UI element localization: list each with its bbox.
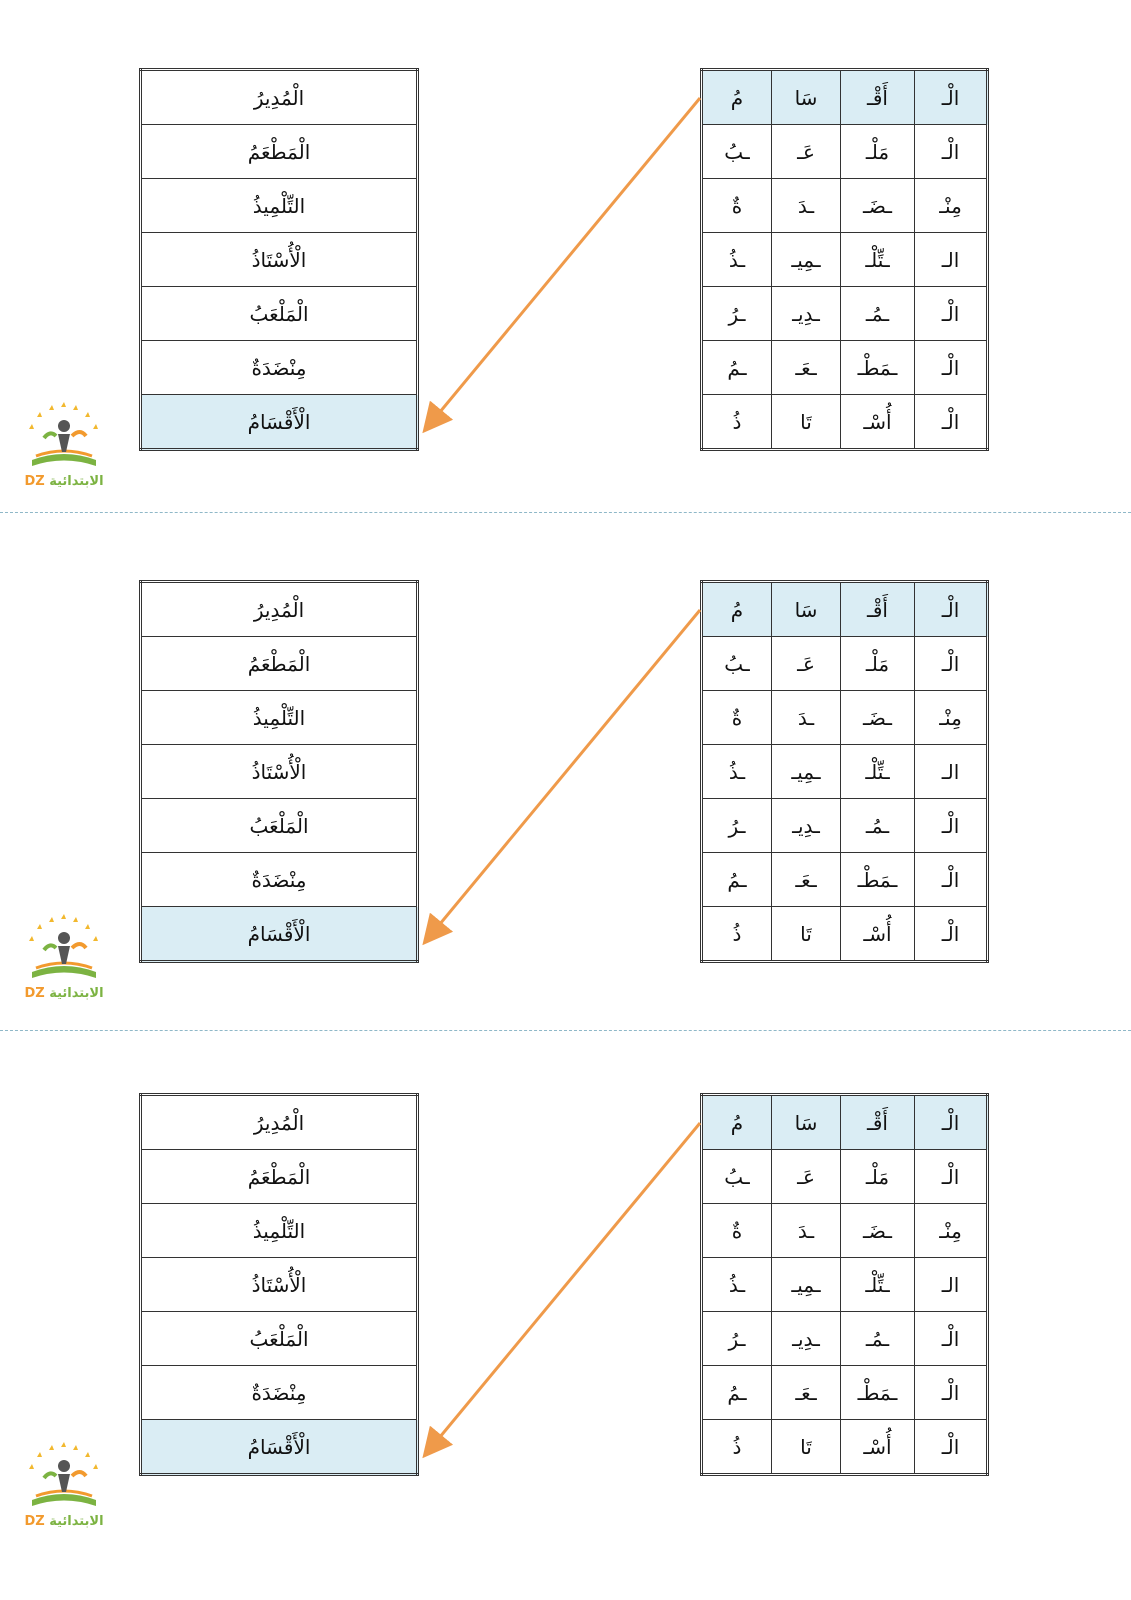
syllable-cell[interactable]: الْـ [915,853,988,907]
syllable-cell[interactable]: ـمُ [702,853,772,907]
school-logo [14,912,114,1008]
syllable-cell[interactable]: الْـ [915,1312,988,1366]
syllable-cell[interactable]: ـمِيـ [772,233,841,287]
syllable-cell[interactable]: ـتِّلْـ [841,745,915,799]
syllable-cell[interactable]: الْـ [915,395,988,450]
syllable-cell[interactable]: ذُ [702,907,772,962]
syllable-cell[interactable]: ـدِيـ [772,1312,841,1366]
syllable-cell[interactable]: عَـ [772,637,841,691]
syllable-cell[interactable]: سَا [772,582,841,637]
exercise-section-2 [0,512,1131,1032]
syllables-grid [700,580,989,963]
syllable-cell[interactable]: أَقْـ [841,70,915,125]
syllable-cell[interactable]: الْـ [915,637,988,691]
word-cell-highlighted[interactable]: الْأَقْسَامُ [141,395,418,450]
syllable-cell[interactable]: أَقْـ [841,1095,915,1150]
word-cell[interactable]: الْمُدِيرُ [141,1095,418,1150]
syllables-grid [700,68,989,451]
word-cell[interactable]: الْمُدِيرُ [141,582,418,637]
syllable-cell[interactable]: مِنْـ [915,179,988,233]
syllable-cell[interactable]: تَا [772,1420,841,1475]
syllable-cell[interactable]: ـمُـ [841,1312,915,1366]
syllable-cell[interactable]: الْـ [915,1095,988,1150]
syllable-cell[interactable]: ـتِّلْـ [841,233,915,287]
word-cell[interactable]: الْمُدِيرُ [141,70,418,125]
syllable-cell[interactable]: ـمُ [702,1366,772,1420]
syllable-cell[interactable]: ـمُـ [841,799,915,853]
syllable-cell[interactable]: الـ [915,745,988,799]
syllable-cell[interactable]: ـدِيـ [772,799,841,853]
syllable-cell[interactable]: ـضَـ [841,179,915,233]
words-table [139,580,419,963]
syllable-cell[interactable]: ذُ [702,395,772,450]
word-cell[interactable]: الْمَطْعَمُ [141,125,418,179]
school-logo-icon [14,400,114,474]
word-cell[interactable]: الْمَطْعَمُ [141,1150,418,1204]
words-table [139,68,419,451]
logo-prefix: DZ [24,474,45,489]
syllable-cell[interactable]: ـعَـ [772,341,841,395]
syllable-cell[interactable]: الْـ [915,1366,988,1420]
syllable-cell[interactable]: ـعَـ [772,853,841,907]
syllable-cell[interactable]: مِنْـ [915,691,988,745]
syllable-cell[interactable]: ـمَطْـ [841,1366,915,1420]
logo-text [14,1514,114,1529]
word-cell[interactable]: الْمَلْعَبُ [141,799,418,853]
syllable-cell[interactable]: الْـ [915,341,988,395]
syllable-cell[interactable]: مُ [702,582,772,637]
word-cell[interactable]: الْمَلْعَبُ [141,1312,418,1366]
syllable-cell[interactable]: تَا [772,907,841,962]
syllable-cell[interactable]: ـضَـ [841,691,915,745]
syllable-cell[interactable]: الْـ [915,1150,988,1204]
syllable-cell[interactable]: مُ [702,70,772,125]
syllable-cell[interactable]: عَـ [772,125,841,179]
syllable-cell[interactable]: الْـ [915,907,988,962]
syllable-cell[interactable]: سَا [772,70,841,125]
syllable-cell[interactable]: ـبُ [702,1150,772,1204]
word-cell[interactable]: الْمَطْعَمُ [141,637,418,691]
syllable-cell[interactable]: أُسْـ [841,1420,915,1475]
word-cell[interactable]: مِنْضَدَةٌ [141,1366,418,1420]
syllable-cell[interactable]: ـدَ [772,1204,841,1258]
syllable-cell[interactable]: مِنْـ [915,1204,988,1258]
syllable-cell[interactable]: ـمَطْـ [841,853,915,907]
word-cell-highlighted[interactable]: الْأَقْسَامُ [141,907,418,962]
syllable-cell[interactable]: ـبُ [702,125,772,179]
logo-word: الابتدائية [49,474,104,489]
word-cell[interactable]: الْأُسْتَاذُ [141,745,418,799]
words-table [139,1093,419,1476]
syllable-cell[interactable]: ـرُ [702,799,772,853]
syllable-cell[interactable]: ـدَ [772,179,841,233]
syllable-cell[interactable]: عَـ [772,1150,841,1204]
syllable-cell[interactable]: ـدِيـ [772,287,841,341]
syllable-cell[interactable]: مَلْـ [841,125,915,179]
syllable-cell[interactable]: تَا [772,395,841,450]
exercise-section-3 [0,1025,1131,1545]
logo-text [14,474,114,489]
school-logo-icon [14,912,114,986]
word-cell-highlighted[interactable]: الْأَقْسَامُ [141,1420,418,1475]
syllable-cell[interactable]: الـ [915,1258,988,1312]
syllable-cell[interactable]: ـذُ [702,233,772,287]
exercise-section-1 [0,0,1131,520]
syllable-cell[interactable]: الْـ [915,287,988,341]
syllable-cell[interactable]: ـذُ [702,745,772,799]
word-cell[interactable]: التِّلْمِيذُ [141,691,418,745]
logo-prefix: DZ [24,1514,45,1529]
syllable-cell[interactable]: ـرُ [702,287,772,341]
school-logo [14,400,114,496]
syllable-cell[interactable]: الْـ [915,582,988,637]
word-cell[interactable]: مِنْضَدَةٌ [141,341,418,395]
syllable-cell[interactable]: ـرُ [702,1312,772,1366]
syllable-cell[interactable]: ةٌ [702,691,772,745]
syllable-cell[interactable]: ـعَـ [772,1366,841,1420]
syllable-cell[interactable]: الْـ [915,1420,988,1475]
word-cell[interactable]: التِّلْمِيذُ [141,1204,418,1258]
syllable-cell[interactable]: ـدَ [772,691,841,745]
logo-text [14,986,114,1001]
syllable-cell[interactable]: ـتِّلْـ [841,1258,915,1312]
logo-prefix: DZ [24,986,45,1001]
syllable-cell[interactable]: مُ [702,1095,772,1150]
syllable-cell[interactable]: ـمُ [702,341,772,395]
syllable-cell[interactable]: أُسْـ [841,907,915,962]
word-cell[interactable]: مِنْضَدَةٌ [141,853,418,907]
syllable-cell[interactable]: ذُ [702,1420,772,1475]
syllable-cell[interactable]: أُسْـ [841,395,915,450]
syllable-cell[interactable]: الْـ [915,799,988,853]
syllable-cell[interactable]: ـمُـ [841,287,915,341]
syllable-cell[interactable]: سَا [772,1095,841,1150]
school-logo [14,1440,114,1536]
syllable-cell[interactable]: الْـ [915,125,988,179]
school-logo-icon [14,1440,114,1514]
syllable-cell[interactable]: ـذُ [702,1258,772,1312]
syllable-cell[interactable]: ـمِيـ [772,745,841,799]
syllable-cell[interactable]: ـمَطْـ [841,341,915,395]
syllable-cell[interactable]: ةٌ [702,1204,772,1258]
syllable-cell[interactable]: ةٌ [702,179,772,233]
word-cell[interactable]: التِّلْمِيذُ [141,179,418,233]
syllable-cell[interactable]: مَلْـ [841,637,915,691]
word-cell[interactable]: الْمَلْعَبُ [141,287,418,341]
syllable-cell[interactable]: ـضَـ [841,1204,915,1258]
syllable-cell[interactable]: ـبُ [702,637,772,691]
syllables-grid [700,1093,989,1476]
logo-word: الابتدائية [49,986,104,1001]
word-cell[interactable]: الْأُسْتَاذُ [141,233,418,287]
logo-word: الابتدائية [49,1514,104,1529]
word-cell[interactable]: الْأُسْتَاذُ [141,1258,418,1312]
syllable-cell[interactable]: أَقْـ [841,582,915,637]
syllable-cell[interactable]: مَلْـ [841,1150,915,1204]
syllable-cell[interactable]: الـ [915,233,988,287]
syllable-cell[interactable]: ـمِيـ [772,1258,841,1312]
syllable-cell[interactable]: الْـ [915,70,988,125]
